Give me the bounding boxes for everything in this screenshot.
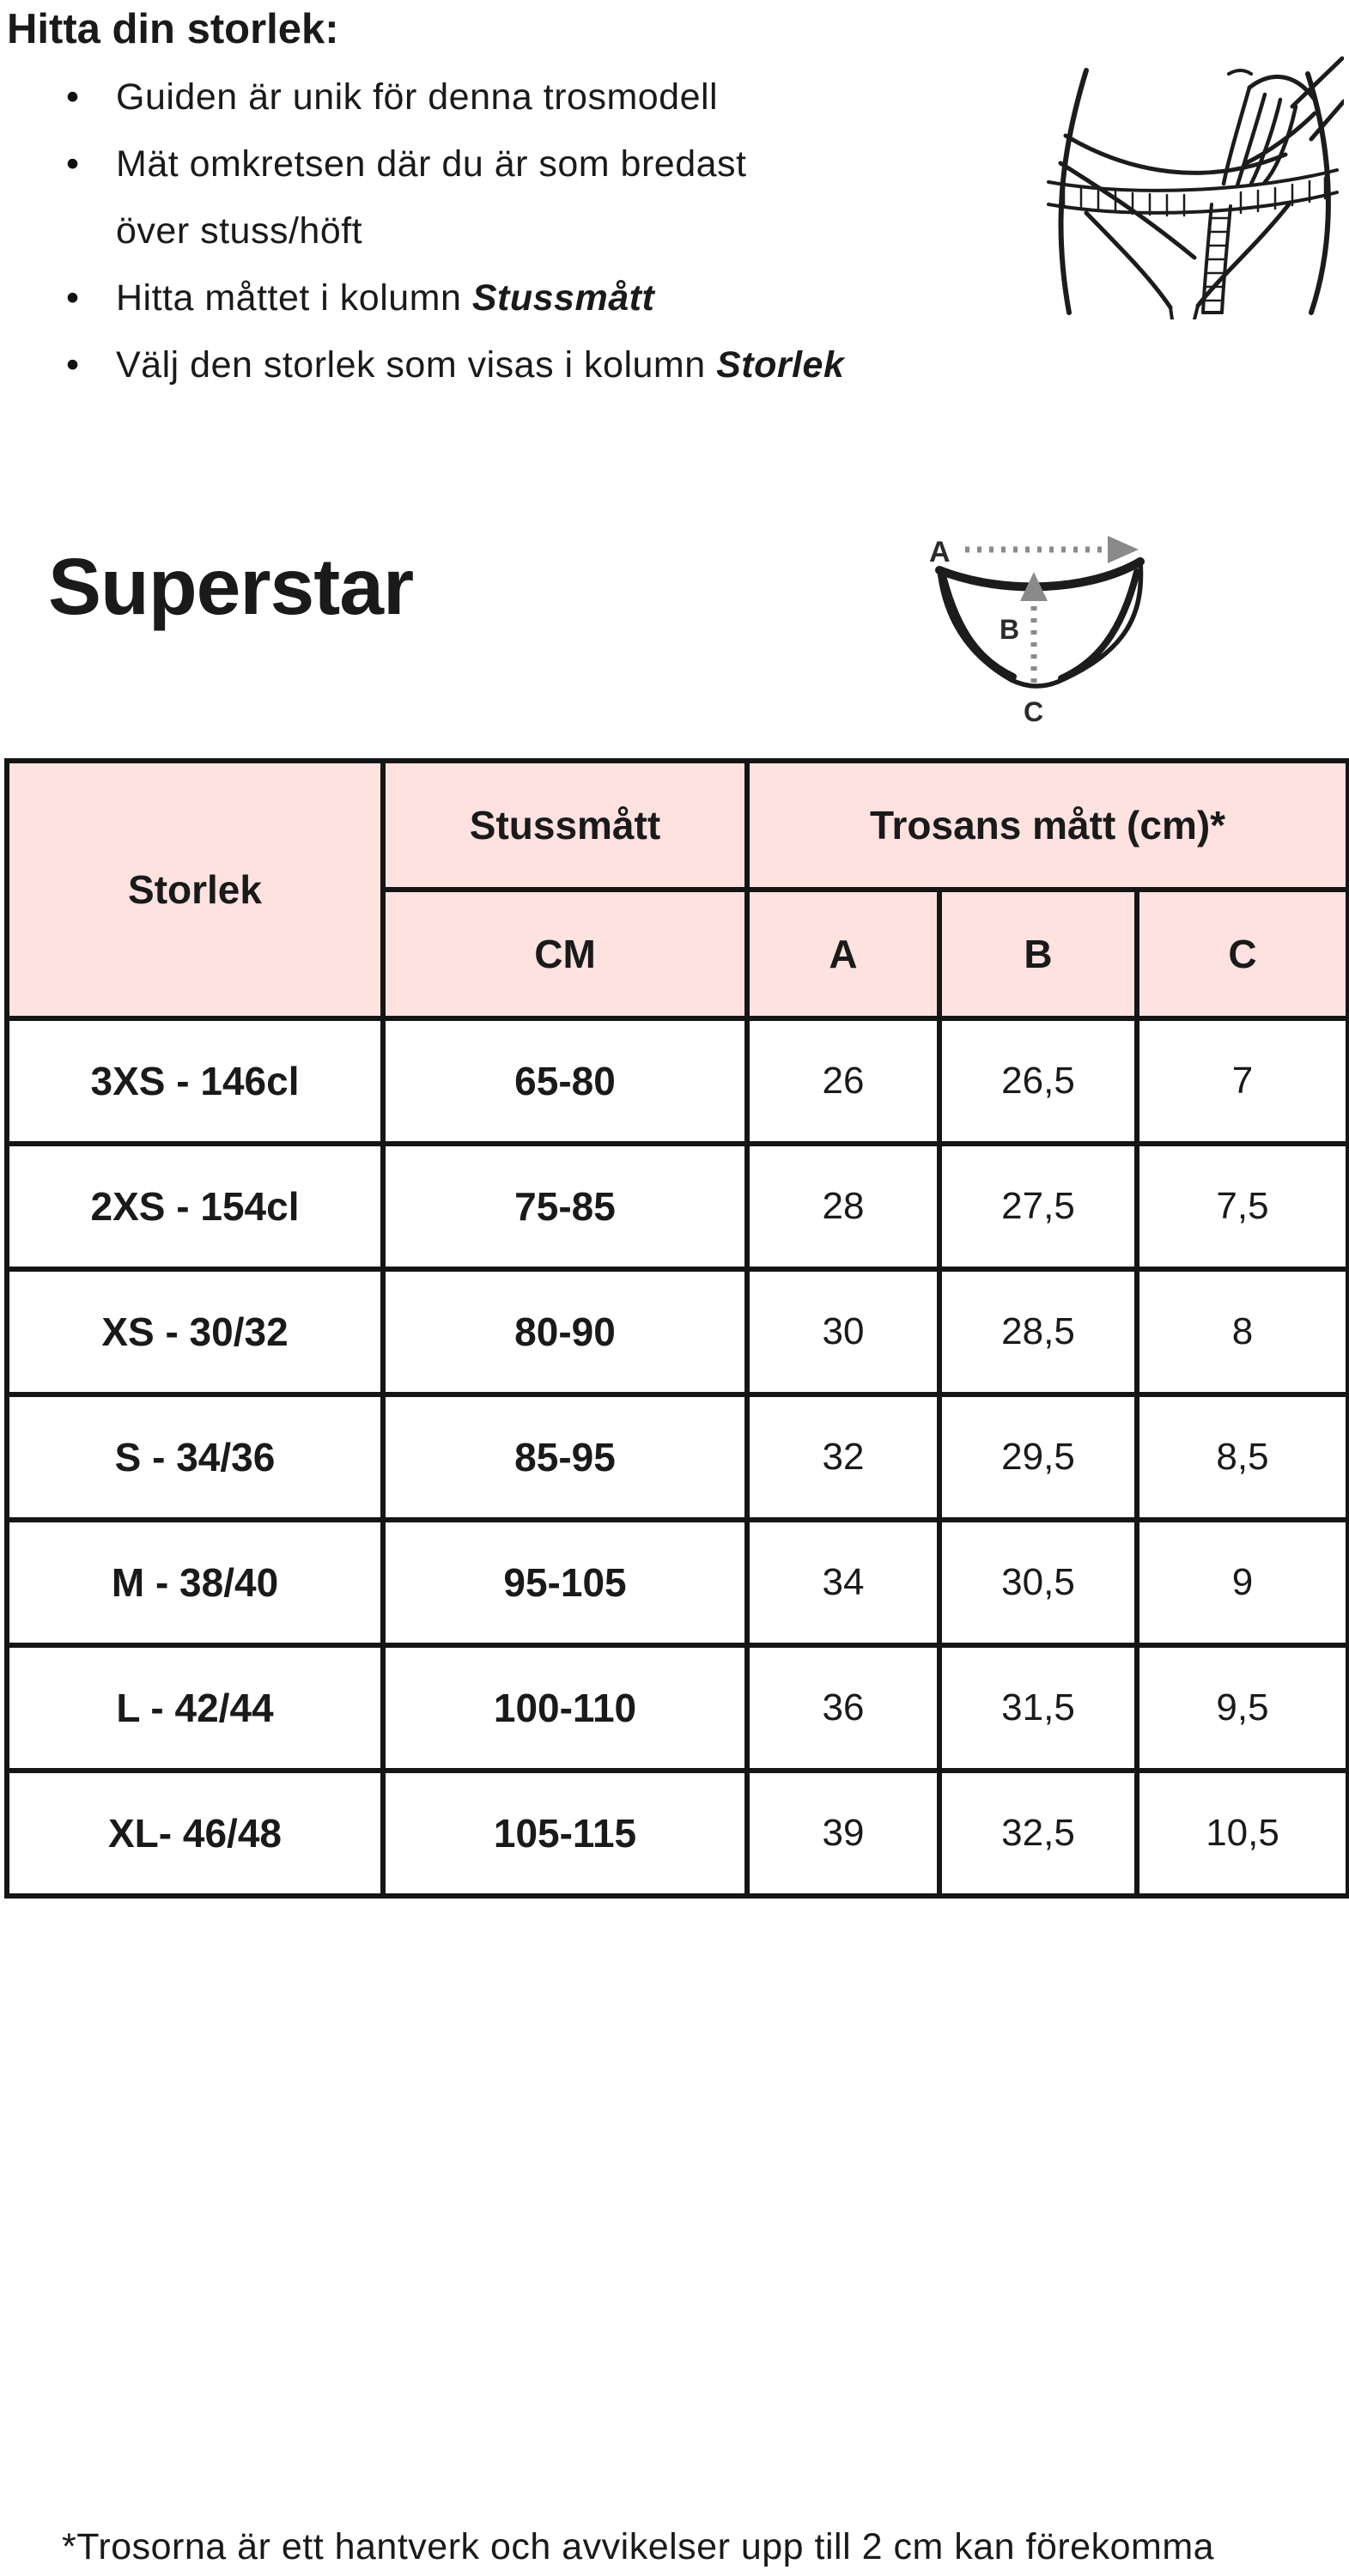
measure-a-cell: 34 xyxy=(747,1520,939,1645)
measure-a-cell: 39 xyxy=(747,1771,939,1896)
product-name: Superstar xyxy=(48,542,414,631)
diagram-label-a: A xyxy=(929,536,951,568)
measure-c-cell: 8 xyxy=(1137,1269,1348,1394)
header-a: A xyxy=(747,890,939,1018)
measure-c-cell: 9 xyxy=(1137,1520,1348,1645)
measure-a-cell: 32 xyxy=(747,1394,939,1520)
measure-a-cell: 28 xyxy=(747,1144,939,1269)
page-title: Hitta din storlek: xyxy=(7,6,339,52)
panty-measurement-diagram xyxy=(927,526,1151,727)
diagram-label-c: C xyxy=(1024,696,1044,727)
table-row xyxy=(7,1520,1348,1645)
table-row xyxy=(7,1771,1348,1896)
table-row xyxy=(7,1144,1348,1269)
size-cell: L - 42/44 xyxy=(7,1645,383,1771)
footnote: *Trosorna är ett hantverk och avvikelser upp till 2 cm kan förekomma xyxy=(62,2526,1215,2567)
measure-a-cell: 26 xyxy=(747,1018,939,1144)
measure-b-cell: 31,5 xyxy=(939,1645,1137,1771)
measure-b-cell: 26,5 xyxy=(939,1018,1137,1144)
hip-range-cell: 100-110 xyxy=(383,1645,747,1771)
hip-measurement-illustration xyxy=(1035,53,1344,319)
hip-range-cell: 65-80 xyxy=(383,1018,747,1144)
header-c: C xyxy=(1137,890,1348,1018)
measure-b-cell: 28,5 xyxy=(939,1269,1137,1394)
size-cell: M - 38/40 xyxy=(7,1520,383,1645)
column-name-emphasis: Stussmått xyxy=(471,277,655,319)
measure-a-cell: 30 xyxy=(747,1269,939,1394)
header-cm: CM xyxy=(383,890,747,1018)
table-row xyxy=(7,1269,1348,1394)
bullet-text: Välj den storlek som visas i kolumn xyxy=(116,344,717,386)
measure-c-cell: 9,5 xyxy=(1137,1645,1348,1771)
measure-c-cell: 10,5 xyxy=(1137,1771,1348,1896)
size-table-section xyxy=(4,758,1349,1899)
measure-b-cell: 29,5 xyxy=(939,1394,1137,1520)
bullet-text: Guiden är unik för denna trosmodell xyxy=(116,76,719,118)
measure-a-cell: 36 xyxy=(747,1645,939,1771)
header-storlek: Storlek xyxy=(7,761,383,1018)
header-stussmatt: Stussmått xyxy=(383,761,747,890)
measure-c-cell: 8,5 xyxy=(1137,1394,1348,1520)
bullet-text: Mät omkretsen där du är som bredast xyxy=(116,143,747,185)
hip-range-cell: 105-115 xyxy=(383,1771,747,1896)
column-name-emphasis: Storlek xyxy=(716,344,845,386)
table-row xyxy=(7,1018,1348,1144)
hip-range-cell: 80-90 xyxy=(383,1269,747,1394)
size-cell: S - 34/36 xyxy=(7,1394,383,1520)
header-trosans-matt: Trosans mått (cm)* xyxy=(747,761,1348,890)
hip-range-cell: 95-105 xyxy=(383,1520,747,1645)
measure-c-cell: 7,5 xyxy=(1137,1144,1348,1269)
measure-b-cell: 30,5 xyxy=(939,1520,1137,1645)
bullet-text: över stuss/höft xyxy=(116,210,363,252)
size-cell: 3XS - 146cl xyxy=(7,1018,383,1144)
size-table xyxy=(4,758,1349,1899)
hip-range-cell: 75-85 xyxy=(383,1144,747,1269)
measure-c-cell: 7 xyxy=(1137,1018,1348,1144)
table-row xyxy=(7,1394,1348,1520)
size-cell: 2XS - 154cl xyxy=(7,1144,383,1269)
table-row xyxy=(7,1645,1348,1771)
measure-b-cell: 27,5 xyxy=(939,1144,1137,1269)
header-b: B xyxy=(939,890,1137,1018)
bullet-text: Hitta måttet i kolumn xyxy=(116,277,472,319)
measure-b-cell: 32,5 xyxy=(939,1771,1137,1896)
diagram-label-b: B xyxy=(1000,614,1020,645)
size-cell: XS - 30/32 xyxy=(7,1269,383,1394)
list-item xyxy=(54,331,1308,398)
size-cell: XL- 46/48 xyxy=(7,1771,383,1896)
hip-range-cell: 85-95 xyxy=(383,1394,747,1520)
